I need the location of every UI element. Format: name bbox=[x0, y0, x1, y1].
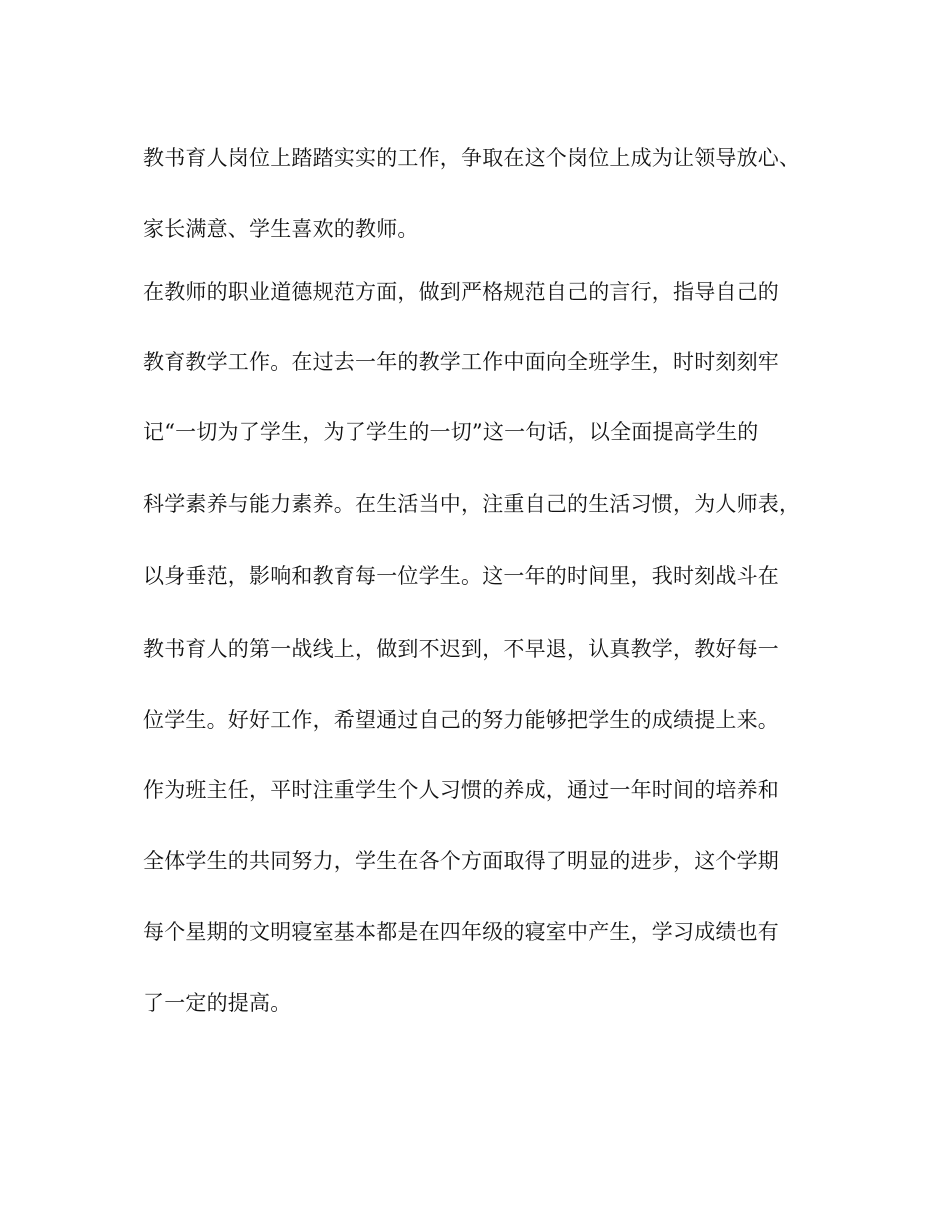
text-line-7: 以身垂范，影响和教育每一位学生。这一年的时间里，我时刻战斗在 bbox=[143, 564, 779, 588]
text-line-2: 家长满意、学生喜欢的教师。 bbox=[143, 217, 419, 241]
text-line-10: 作为班主任，平时注重学生个人习惯的养成，通过一年时间的培养和 bbox=[143, 778, 779, 802]
text-line-13: 了一定的提高。 bbox=[143, 991, 292, 1015]
text-line-6: 科学素养与能力素养。在生活当中，注重自己的生活习惯，为人师表， bbox=[143, 492, 801, 516]
text-line-3: 在教师的职业道德规范方面，做到严格规范自己的言行，指导自己的 bbox=[143, 280, 779, 304]
text-line-12: 每个星期的文明寝室基本都是在四年级的寝室中产生，学习成绩也有 bbox=[143, 920, 779, 944]
text-line-8: 教书育人的第一战线上，做到不迟到，不早退，认真教学，教好每一 bbox=[143, 637, 779, 661]
text-line-5: 记“一切为了学生，为了学生的一切”这一句话，以全面提高学生的 bbox=[143, 420, 759, 444]
text-line-11: 全体学生的共同努力，学生在各个方面取得了明显的进步，这个学期 bbox=[143, 849, 779, 873]
text-line-4: 教育教学工作。在过去一年的教学工作中面向全班学生，时时刻刻牢 bbox=[143, 350, 779, 374]
text-line-9: 位学生。好好工作，希望通过自己的努力能够把学生的成绩提上来。 bbox=[143, 708, 779, 732]
text-line-1: 教书育人岗位上踏踏实实的工作，争取在这个岗位上成为让领导放心、 bbox=[143, 146, 801, 170]
